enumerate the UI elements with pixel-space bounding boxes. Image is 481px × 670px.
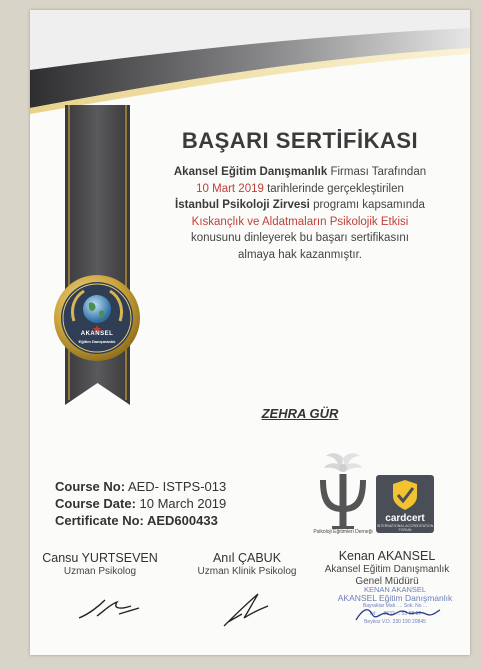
certificate-body	[140, 164, 460, 263]
cardcert-subtitle: INTERNATIONAL ACCREDITATION FORUM	[376, 524, 434, 532]
signatory-3-name: Kenan AKANSEL	[338, 549, 436, 563]
stamp-line-4: Tel: ... 0532 ... 53 68 27	[368, 611, 422, 617]
certificate-page	[30, 10, 470, 655]
stamp-line-3: Bayraktar Mah. ... Sok. No ...	[362, 603, 428, 609]
topic-title: Kıskançlık ve Aldatmaların Psikolojik Etkisi	[191, 215, 409, 228]
body-line-3	[140, 197, 460, 214]
body-line-3-rest: programı kapsamında	[309, 199, 425, 211]
certificate-number-row	[55, 512, 226, 529]
checkmark-shield-icon	[376, 475, 434, 515]
seal-subtitle: Eğitim Danışmanlık	[78, 339, 116, 344]
course-date-row	[55, 495, 226, 512]
recipient-name: ZEHRA GÜR	[261, 406, 339, 421]
body-line-2	[140, 181, 460, 198]
seal-title: AKANSEL	[80, 331, 114, 337]
course-details	[55, 478, 226, 529]
signatory-1-role: Uzman Psikolog	[63, 566, 137, 577]
course-number-row	[55, 478, 226, 495]
certificate-title: BAŞARI SERTİFİKASI	[181, 128, 419, 153]
certificate-number-value: AED600433	[143, 513, 218, 528]
psi-logo-caption: Psikoloji Eğitimleri Derneği	[313, 529, 373, 535]
body-line-6: almaya hak kazanmıştır.	[238, 248, 362, 261]
course-number-label: Course No:	[55, 479, 126, 494]
course-date-label: Course Date:	[55, 496, 136, 511]
signatory-2	[177, 551, 317, 578]
signatory-3-role-1: Akansel Eğitim Danışmanlık	[324, 564, 450, 575]
course-number-value: AED- ISTPS-013	[125, 479, 227, 494]
body-line-1	[140, 164, 460, 181]
course-date-value: 10 March 2019	[135, 496, 227, 511]
seal-emblem-icon	[52, 273, 142, 363]
event-date: 10 Mart 2019	[196, 182, 264, 195]
stamp-line-5: Beykoz V.D. 330 190 20845	[364, 619, 426, 625]
signatory-2-name: Anıl ÇABUK	[212, 551, 282, 565]
body-line-2-rest: tarihlerinde gerçekleştirilen	[263, 182, 404, 195]
body-line-1-rest: Firması Tarafından	[327, 166, 427, 178]
company-name: Akansel Eğitim Danışmanlık	[173, 166, 328, 178]
event-name: İstanbul Psikoloji Zirvesi	[175, 199, 310, 211]
signatory-1-name: Cansu YURTSEVEN	[42, 551, 158, 565]
signatory-1	[30, 551, 170, 578]
body-line-5: konusunu dinleyerek bu başarı sertifikasını	[191, 232, 409, 244]
stamp-line-2: AKANSEL Eğitim Danışmanlık	[337, 593, 453, 603]
signature-2	[218, 588, 278, 630]
signatory-2-role: Uzman Klinik Psikolog	[197, 566, 297, 577]
psi-logo-icon	[308, 450, 378, 540]
cardcert-name: cardcert	[385, 513, 425, 524]
certificate-number-label: Certificate No:	[55, 513, 144, 528]
signatory-3	[312, 549, 462, 588]
signature-1	[75, 594, 145, 622]
cardcert-logo	[376, 475, 434, 533]
signature-3	[352, 600, 442, 630]
signatory-3-role-2: Genel Müdürü	[355, 576, 419, 587]
gold-seal	[52, 273, 142, 363]
stamp-line-1: KENAN AKANSEL	[363, 585, 427, 594]
